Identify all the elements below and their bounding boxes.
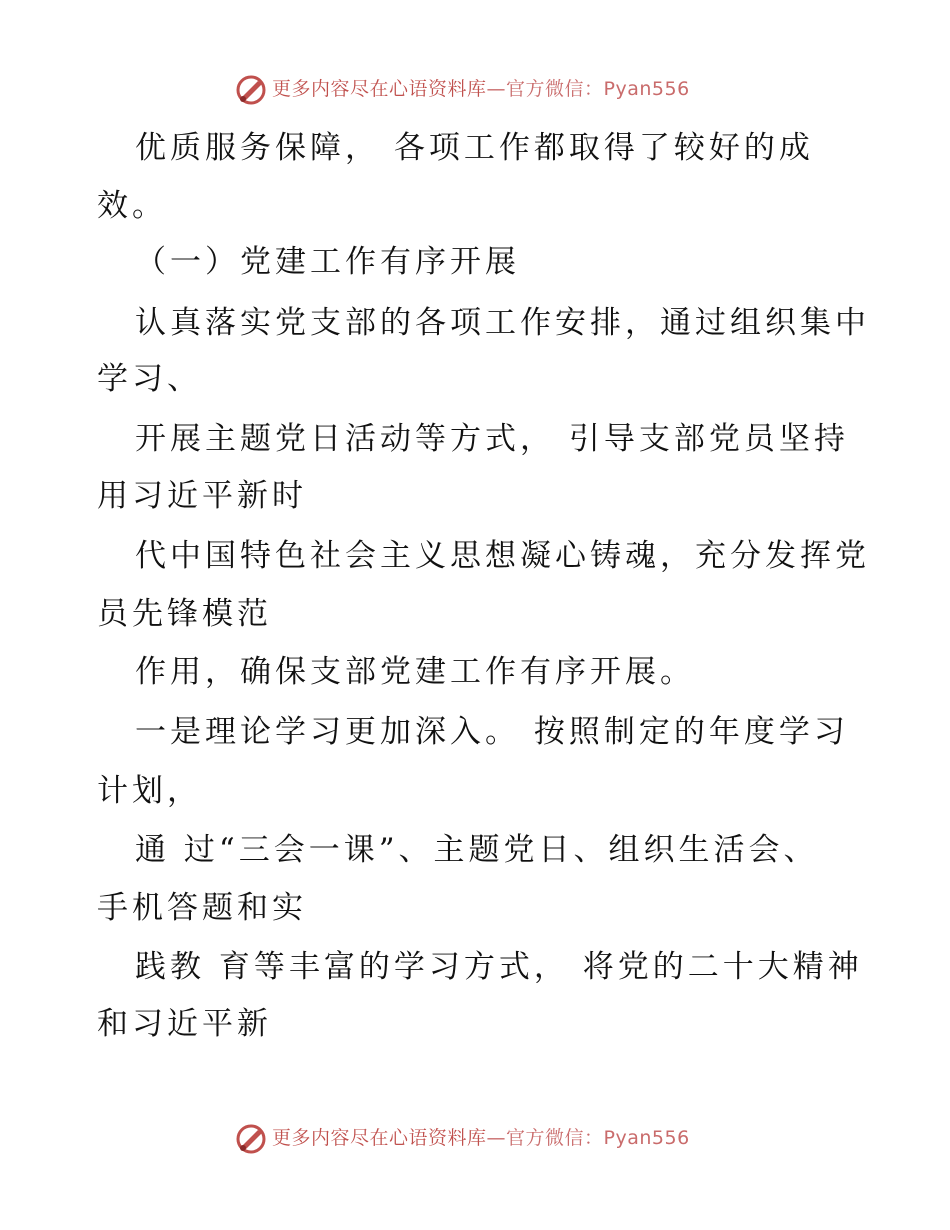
banner-text [272,1126,690,1150]
paragraph-line: 代中国特色社会主义思想凝心铸魂，充分发挥党 [135,538,870,574]
paragraph-line: 计划， [97,773,202,809]
paragraph-line: 和习近平新 [97,1006,272,1042]
paragraph-line: 一是理论学习更加深入。 按照制定的年度学习 [135,714,849,750]
footer-banner [0,1120,950,1160]
paragraph-line: 学习、 [97,361,202,397]
paragraph-line: 认真落实党支部的各项工作安排，通过组织集中 [135,305,870,341]
paragraph-line: 开展主题党日活动等方式， 引导支部党员坚持 [135,421,849,457]
paragraph-line: 效。 [97,188,167,224]
paragraph-line: 员先锋模范 [97,596,272,632]
banner-wechat: —官方微信：Pyan556 [486,78,690,100]
brush-logo-icon [234,1122,268,1156]
paragraph-line: 手机答题和实 [97,890,307,926]
paragraph-line: 优质服务保障， 各项工作都取得了较好的成 [135,130,814,166]
paragraph-line: 践教 育等丰富的学习方式， 将党的二十大精神 [135,949,863,985]
banner-title: 更多内容尽在心语资料库 [272,1127,487,1149]
banner-wechat: —官方微信：Pyan556 [486,1127,690,1149]
banner-title: 更多内容尽在心语资料库 [272,78,487,100]
paragraph-line: 作用，确保支部党建工作有序开展。 [135,654,695,690]
paragraph-line: 通 过“三会一课”、主题党日、组织生活会、 [135,832,819,868]
paragraph-line: 用习近平新时 [97,478,307,514]
section-heading: （一）党建工作有序开展 [135,244,520,280]
